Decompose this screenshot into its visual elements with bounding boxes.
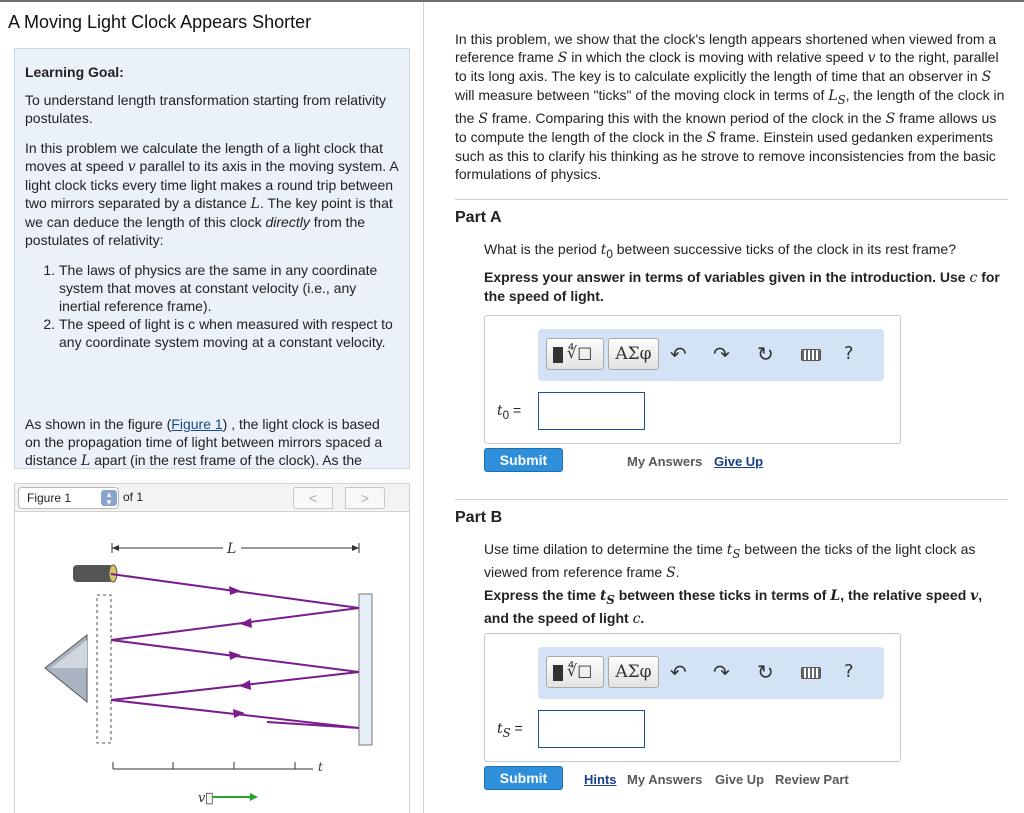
length-label: L bbox=[227, 541, 237, 557]
figure-1-link[interactable]: Figure 1 bbox=[171, 416, 223, 432]
my-answers-link[interactable]: My Answers bbox=[627, 772, 703, 787]
part-b-question: Use time dilation to determine the time $t_S$ between the ticks of the light clock as viewed from reference frame S. bbox=[484, 541, 976, 581]
template-square-icon bbox=[553, 665, 563, 681]
template-square-icon bbox=[553, 347, 563, 363]
math-toolbar bbox=[538, 329, 884, 381]
beam-arrows bbox=[229, 586, 252, 718]
answer-input[interactable] bbox=[538, 710, 645, 748]
next-figure-button[interactable]: > bbox=[345, 487, 385, 509]
figure-toolbar bbox=[14, 483, 410, 512]
separator bbox=[455, 199, 1008, 200]
reset-icon[interactable]: ↻ bbox=[757, 660, 774, 684]
hints-link[interactable]: Hints bbox=[584, 772, 617, 787]
give-up-link[interactable]: Give Up bbox=[715, 772, 765, 787]
column-divider bbox=[423, 2, 424, 813]
answer-input[interactable] bbox=[538, 392, 645, 430]
root-icon: ∜□ bbox=[567, 661, 593, 680]
part-a-question: What is the period $t_0$ between successive ticks of the clock in its rest frame? bbox=[484, 241, 956, 261]
part-a-title: Part A bbox=[455, 209, 502, 226]
intro-paragraph: In this problem we calculate the length of a light clock that moves at speed v parallel to its axis in the moving system. A light clock ticks every time light makes a round trip between two mirrors separated by a distance L. The key point is that we can deduce the length of this clock directly from the postulates of relativity: bbox=[25, 140, 398, 248]
greek-symbols-button[interactable]: ΑΣφ bbox=[608, 338, 659, 370]
learning-goal-text: To understand length transformation starting from relativity postulates. bbox=[25, 92, 387, 126]
greek-symbols-button[interactable]: ΑΣφ bbox=[608, 656, 659, 688]
previous-figure-button[interactable]: < bbox=[293, 487, 333, 509]
figure-panel bbox=[14, 512, 410, 813]
part-b-instruction: Express the time $t_S$ between these ticks in terms of L, the relative speed v, and the speed of light c. bbox=[484, 587, 983, 627]
math-toolbar bbox=[538, 647, 884, 699]
light-clock-figure bbox=[15, 512, 409, 813]
learning-goal-panel[interactable] bbox=[14, 48, 410, 469]
keyboard-icon[interactable] bbox=[801, 349, 821, 361]
top-border bbox=[0, 0, 1024, 2]
submit-button[interactable]: Submit bbox=[484, 766, 563, 790]
light-source-icon bbox=[73, 565, 113, 582]
root-icon: ∜□ bbox=[567, 343, 593, 362]
part-a-answer-box bbox=[484, 315, 901, 444]
right-mirror bbox=[359, 594, 372, 745]
page-title: A Moving Light Clock Appears Shorter bbox=[8, 12, 312, 32]
part-b-title: Part B bbox=[455, 509, 503, 526]
separator bbox=[455, 499, 1008, 500]
redo-icon[interactable]: ↷ bbox=[713, 660, 730, 684]
problem-intro: In this problem, we show that the clock's length appears shortened when viewed from a reference frame S in which the clock is moving with relative speed v to the right, parallel to its long axis. The key is to calculate explicitly the length of time that an observer in S will measure between "ticks" of the moving clock in terms of $L_S$, the length of the clock in the S frame. Comparing this with the known period of the clock in the S frame allows us to compute the length of the clock in the S frame. Einstein used gedanken experiments such as this to clarify his thinking as he strove to remove inconsistencies from the basic formulations of physics. bbox=[455, 31, 1005, 182]
select-arrows-icon: ▴ ▾ bbox=[101, 490, 117, 506]
postulate-item: 2. The speed of light is c when measured with respect to any coordinate system moving at a constant velocity. bbox=[59, 315, 399, 351]
templates-button[interactable] bbox=[546, 656, 604, 688]
part-b-answer-box bbox=[484, 633, 901, 762]
light-beams bbox=[111, 574, 359, 728]
learning-goal-heading: Learning Goal: bbox=[25, 64, 124, 80]
dimension-arrow-left bbox=[112, 545, 119, 551]
undo-icon[interactable]: ↶ bbox=[670, 660, 687, 684]
postulates-list bbox=[59, 261, 399, 351]
dimension-arrow-right bbox=[352, 545, 359, 551]
figure-reference-paragraph: As shown in the figure (Figure 1) , the light clock is based on the propagation time of light between mirrors spaced a distance L apart (in the rest frame of the clock). As the bbox=[25, 416, 383, 469]
left-mirror bbox=[97, 595, 111, 743]
templates-button[interactable] bbox=[546, 338, 604, 370]
velocity-label: v⃗ bbox=[198, 791, 214, 806]
figure-select[interactable]: Figure 1 ▴ ▾ bbox=[18, 487, 119, 509]
help-icon[interactable]: ? bbox=[844, 343, 854, 364]
my-answers-link[interactable]: My Answers bbox=[627, 454, 703, 469]
redo-icon[interactable]: ↷ bbox=[713, 342, 730, 366]
part-a-instruction: Express your answer in terms of variables given in the introduction. Use c for the speed of light. bbox=[484, 269, 1000, 304]
help-icon[interactable]: ? bbox=[844, 661, 854, 682]
give-up-link[interactable]: Give Up bbox=[714, 454, 764, 469]
time-axis-label: t bbox=[318, 760, 323, 774]
undo-icon[interactable]: ↶ bbox=[670, 342, 687, 366]
answer-label: $t_0$ = bbox=[497, 402, 522, 422]
reset-icon[interactable]: ↻ bbox=[757, 342, 774, 366]
submit-button[interactable]: Submit bbox=[484, 448, 563, 472]
postulate-item: 1. The laws of physics are the same in any coordinate system that moves at constant velocity (i.e., any inertial reference frame). bbox=[59, 261, 399, 315]
figure-count: of 1 bbox=[123, 490, 144, 504]
review-part-link[interactable]: Review Part bbox=[775, 772, 849, 787]
keyboard-icon[interactable] bbox=[801, 667, 821, 679]
answer-label: $t_S$ = bbox=[497, 720, 523, 740]
